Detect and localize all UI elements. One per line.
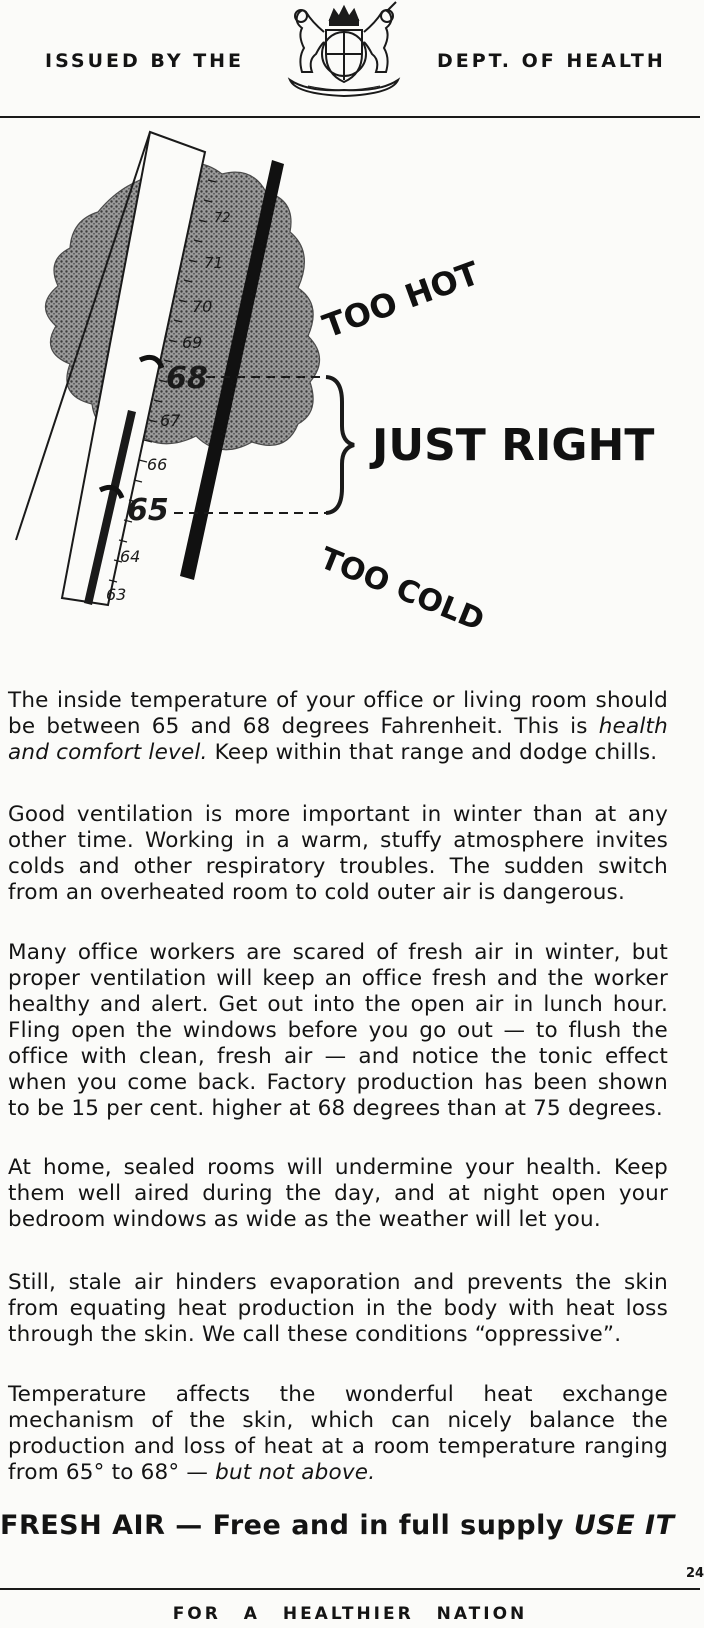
- mark-64: 64: [120, 547, 141, 566]
- just-right-label: JUST RIGHT: [372, 420, 655, 471]
- mark-66: 66: [147, 455, 168, 474]
- royal-coat-of-arms-icon: [268, 2, 420, 98]
- dept-of-health-text: DEPT. OF HEALTH: [437, 50, 666, 72]
- mark-67: 67: [160, 411, 181, 430]
- paragraph-heat-exchange: Temperature affects the wonderful heat exchange mechanism of the skin, which can nicely balance the production and loss of heat at a room temperature ranging from 65° to 68° — but not above.: [8, 1382, 668, 1485]
- mark-68: 68: [166, 361, 208, 396]
- paragraph-stale-air: Still, stale air hinders evaporation and prevents the skin from equating heat production in the body with heat loss through the skin. We call these conditions “oppressive”.: [8, 1270, 668, 1347]
- range-brace: [326, 377, 354, 513]
- mark-65: 65: [127, 493, 169, 528]
- mark-69: 69: [182, 333, 203, 352]
- page-number: 24: [686, 1566, 704, 1581]
- mark-72: 72: [214, 211, 231, 226]
- paragraph-ventilation: Good ventilation is more important in winter than at any other time. Working in a warm, stuffy atmosphere invites colds and other respiratory troubles. The sudden switch from an overheated room to cold outer air is dangerous.: [8, 802, 668, 905]
- thermometer-illustration: [0, 120, 700, 655]
- issued-by-text: ISSUED BY THE: [45, 50, 245, 72]
- paragraph-office-workers: Many office workers are scared of fresh air in winter, but proper ventilation will keep an office fresh and the worker healthy and alert. Get out into the open air in lunch hour. Fling open the windows before you go out — to flush the office with clean, fresh air — and notice the tonic effect when you come back. Factory production has been shown to be 15 per cent. higher at 68 degrees than at 75 degrees.: [8, 940, 668, 1121]
- mark-70: 70: [192, 297, 213, 316]
- footer-rule: [0, 1588, 700, 1590]
- too-cold-label: TOO COLD: [315, 540, 489, 639]
- fresh-air-slogan: FRESH AIR — Free and in full supply USE IT: [0, 1510, 675, 1541]
- too-hot-label: TOO HOT: [317, 253, 485, 346]
- mark-71: 71: [204, 254, 224, 272]
- paragraph-home: At home, sealed rooms will undermine your health. Keep them well aired during the day, and at night open your bedroom windows as wide as the weather will let you.: [8, 1155, 668, 1232]
- paragraph-temperature-range: The inside temperature of your office or living room should be between 65 and 68 degrees Fahrenheit. This is health and comfort level. Keep within that range and dodge chills.: [8, 688, 668, 765]
- header-rule: [0, 116, 700, 118]
- mark-63: 63: [106, 585, 127, 604]
- footer-text: FOR A HEALTHIER NATION: [172, 1604, 528, 1624]
